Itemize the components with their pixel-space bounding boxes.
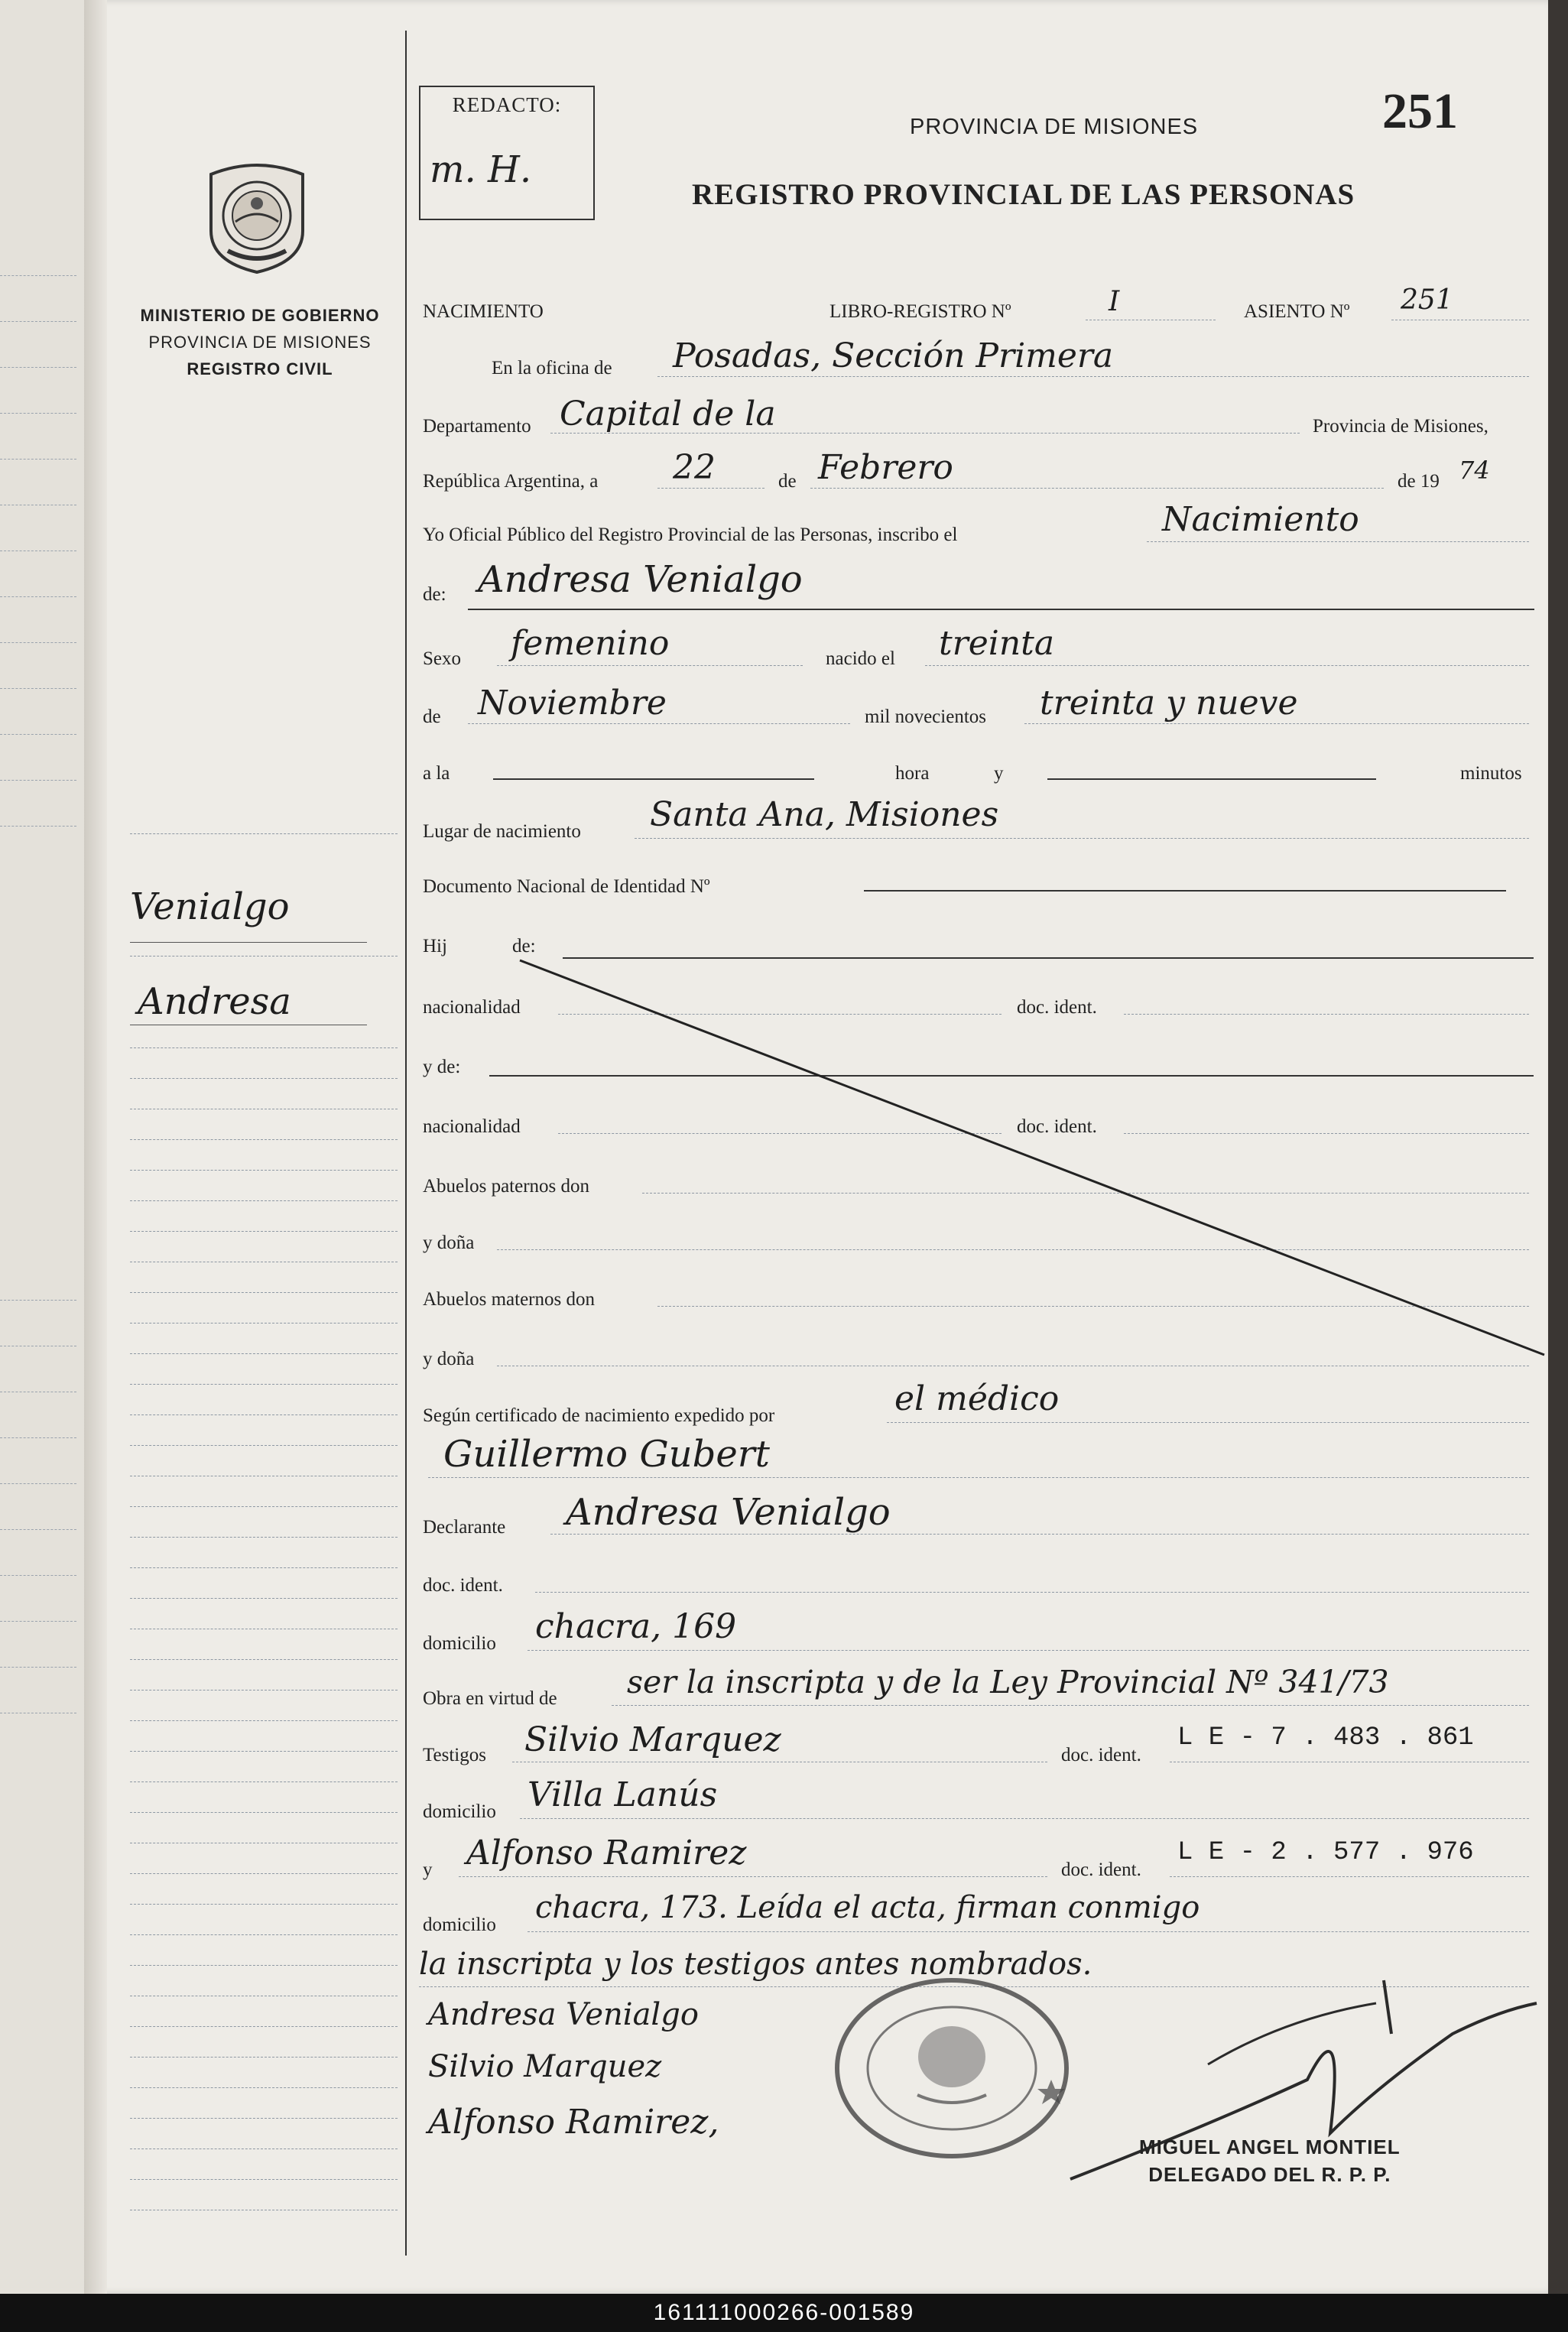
obra-label: Obra en virtud de <box>423 1688 557 1709</box>
hij-de-label: de: <box>512 936 536 957</box>
abuelos-maternos-label: Abuelos maternos don <box>423 1289 595 1310</box>
declarante-value: Andresa Venialgo <box>566 1491 891 1534</box>
margin-given-name: Andresa <box>138 980 291 1023</box>
docident4-label: doc. ident. <box>1061 1745 1141 1765</box>
mes-value: Febrero <box>818 448 953 487</box>
asiento-value: 251 <box>1401 284 1453 316</box>
testigo2-doc: L E - 2 . 577 . 976 <box>1177 1838 1474 1867</box>
page-number: 251 <box>1382 83 1458 139</box>
testigo2-value: Alfonso Ramirez <box>466 1833 747 1872</box>
minutos-label: minutos <box>1460 763 1522 784</box>
y2-label: y <box>423 1859 433 1880</box>
dia-value: 22 <box>673 448 716 487</box>
departamento-label: Departamento <box>423 416 531 437</box>
segun-label: Según certificado de nacimiento expedido por <box>423 1405 775 1426</box>
document-id-footer: 161111000266-001589 <box>0 2294 1568 2332</box>
docident1-label: doc. ident. <box>1017 997 1097 1018</box>
nacido-label: nacido el <box>826 648 895 669</box>
oficina-value: Posadas, Sección Primera <box>673 336 1114 375</box>
registry-line: REGISTRO CIVIL <box>187 359 333 378</box>
testigo1-doc: L E - 7 . 483 . 861 <box>1177 1723 1474 1752</box>
oficina-label: En la oficina de <box>492 358 612 378</box>
oficial-value: Nacimiento <box>1162 500 1359 539</box>
signature-registrant: Andresa Venialgo <box>428 1997 699 2032</box>
de-anio-label: de 19 <box>1398 471 1440 492</box>
de2-label: de <box>423 706 441 727</box>
departamento-value: Capital de la <box>560 395 776 434</box>
domicilio2-label: domicilio <box>423 1801 496 1822</box>
y-de-label: y de: <box>423 1057 461 1077</box>
provincia-label: Provincia de Misiones, <box>1313 416 1488 437</box>
signature-witness-1: Silvio Marquez <box>428 2049 662 2084</box>
libro-value: I <box>1109 286 1120 317</box>
de-name-label: de: <box>423 584 446 605</box>
asiento-label: ASIENTO Nº <box>1244 301 1350 322</box>
a-la-label: a la <box>423 763 450 784</box>
nacionalidad1-label: nacionalidad <box>423 997 521 1018</box>
anio-value: 74 <box>1459 456 1490 485</box>
nacimiento-label: NACIMIENTO <box>423 301 544 322</box>
de-label: de <box>778 471 797 492</box>
y-dona2-label: y doña <box>423 1349 475 1369</box>
province-header: PROVINCIA DE MISIONES <box>910 115 1199 139</box>
y-label: y <box>994 763 1004 784</box>
republica-label: República Argentina, a <box>423 471 599 492</box>
lugar-label: Lugar de nacimiento <box>423 821 581 842</box>
declarante-label: Declarante <box>423 1517 506 1538</box>
ministry-line: MINISTERIO DE GOBIERNO <box>140 306 380 325</box>
domicilio3-value: chacra, 173. Leída el acta, firman conmigo <box>535 1890 1200 1925</box>
docident2-label: doc. ident. <box>1017 1116 1097 1137</box>
abuelos-paternos-label: Abuelos paternos don <box>423 1176 590 1197</box>
domicilio3-label: domicilio <box>423 1915 496 1935</box>
official-name: MIGUEL ANGEL MONTIEL <box>1139 2136 1401 2158</box>
segun-value: el médico <box>894 1379 1060 1418</box>
province-line: PROVINCIA DE MISIONES <box>148 333 372 352</box>
redacto-initials: m. H. <box>430 148 532 191</box>
sexo-value: femenino <box>511 624 670 663</box>
nacionalidad2-label: nacionalidad <box>423 1116 521 1137</box>
testigos-label: Testigos <box>423 1745 486 1765</box>
domicilio1-label: domicilio <box>423 1633 496 1654</box>
dni-label: Documento Nacional de Identidad Nº <box>423 876 710 897</box>
registered-name: Andresa Venialgo <box>478 558 803 601</box>
docident5-label: doc. ident. <box>1061 1859 1141 1880</box>
oficial-label: Yo Oficial Público del Registro Provincial de las Personas, inscribo el <box>423 525 958 545</box>
margin-surname: Venialgo <box>130 885 290 928</box>
anio-nacimiento-value: treinta y nueve <box>1040 684 1298 723</box>
closing-text: la inscripta y los testigos antes nombrados. <box>419 1947 1092 1982</box>
domicilio1-value: chacra, 169 <box>535 1607 737 1646</box>
mil-label: mil novecientos <box>865 706 986 727</box>
lugar-value: Santa Ana, Misiones <box>650 795 999 834</box>
mes-nacimiento-value: Noviembre <box>478 684 667 723</box>
registry-title: REGISTRO PROVINCIAL DE LAS PERSONAS <box>692 178 1355 211</box>
testigo1-value: Silvio Marquez <box>524 1720 781 1759</box>
hora-label: hora <box>895 763 930 784</box>
hij-label: Hij <box>423 936 447 957</box>
nacido-value: treinta <box>939 624 1055 663</box>
domicilio2-value: Villa Lanús <box>528 1775 718 1814</box>
obra-value: ser la inscripta y de la Ley Provincial Nº 341/73 <box>627 1664 1389 1700</box>
libro-label: LIBRO-REGISTRO Nº <box>829 301 1011 322</box>
medico-value: Guillermo Gubert <box>443 1433 770 1476</box>
y-dona1-label: y doña <box>423 1233 475 1253</box>
official-title: DELEGADO DEL R. P. P. <box>1148 2163 1391 2186</box>
docident3-label: doc. ident. <box>423 1575 503 1596</box>
redacto-label: REDACTO: <box>452 93 562 116</box>
signature-witness-2: Alfonso Ramirez, <box>428 2103 719 2142</box>
sexo-label: Sexo <box>423 648 461 669</box>
